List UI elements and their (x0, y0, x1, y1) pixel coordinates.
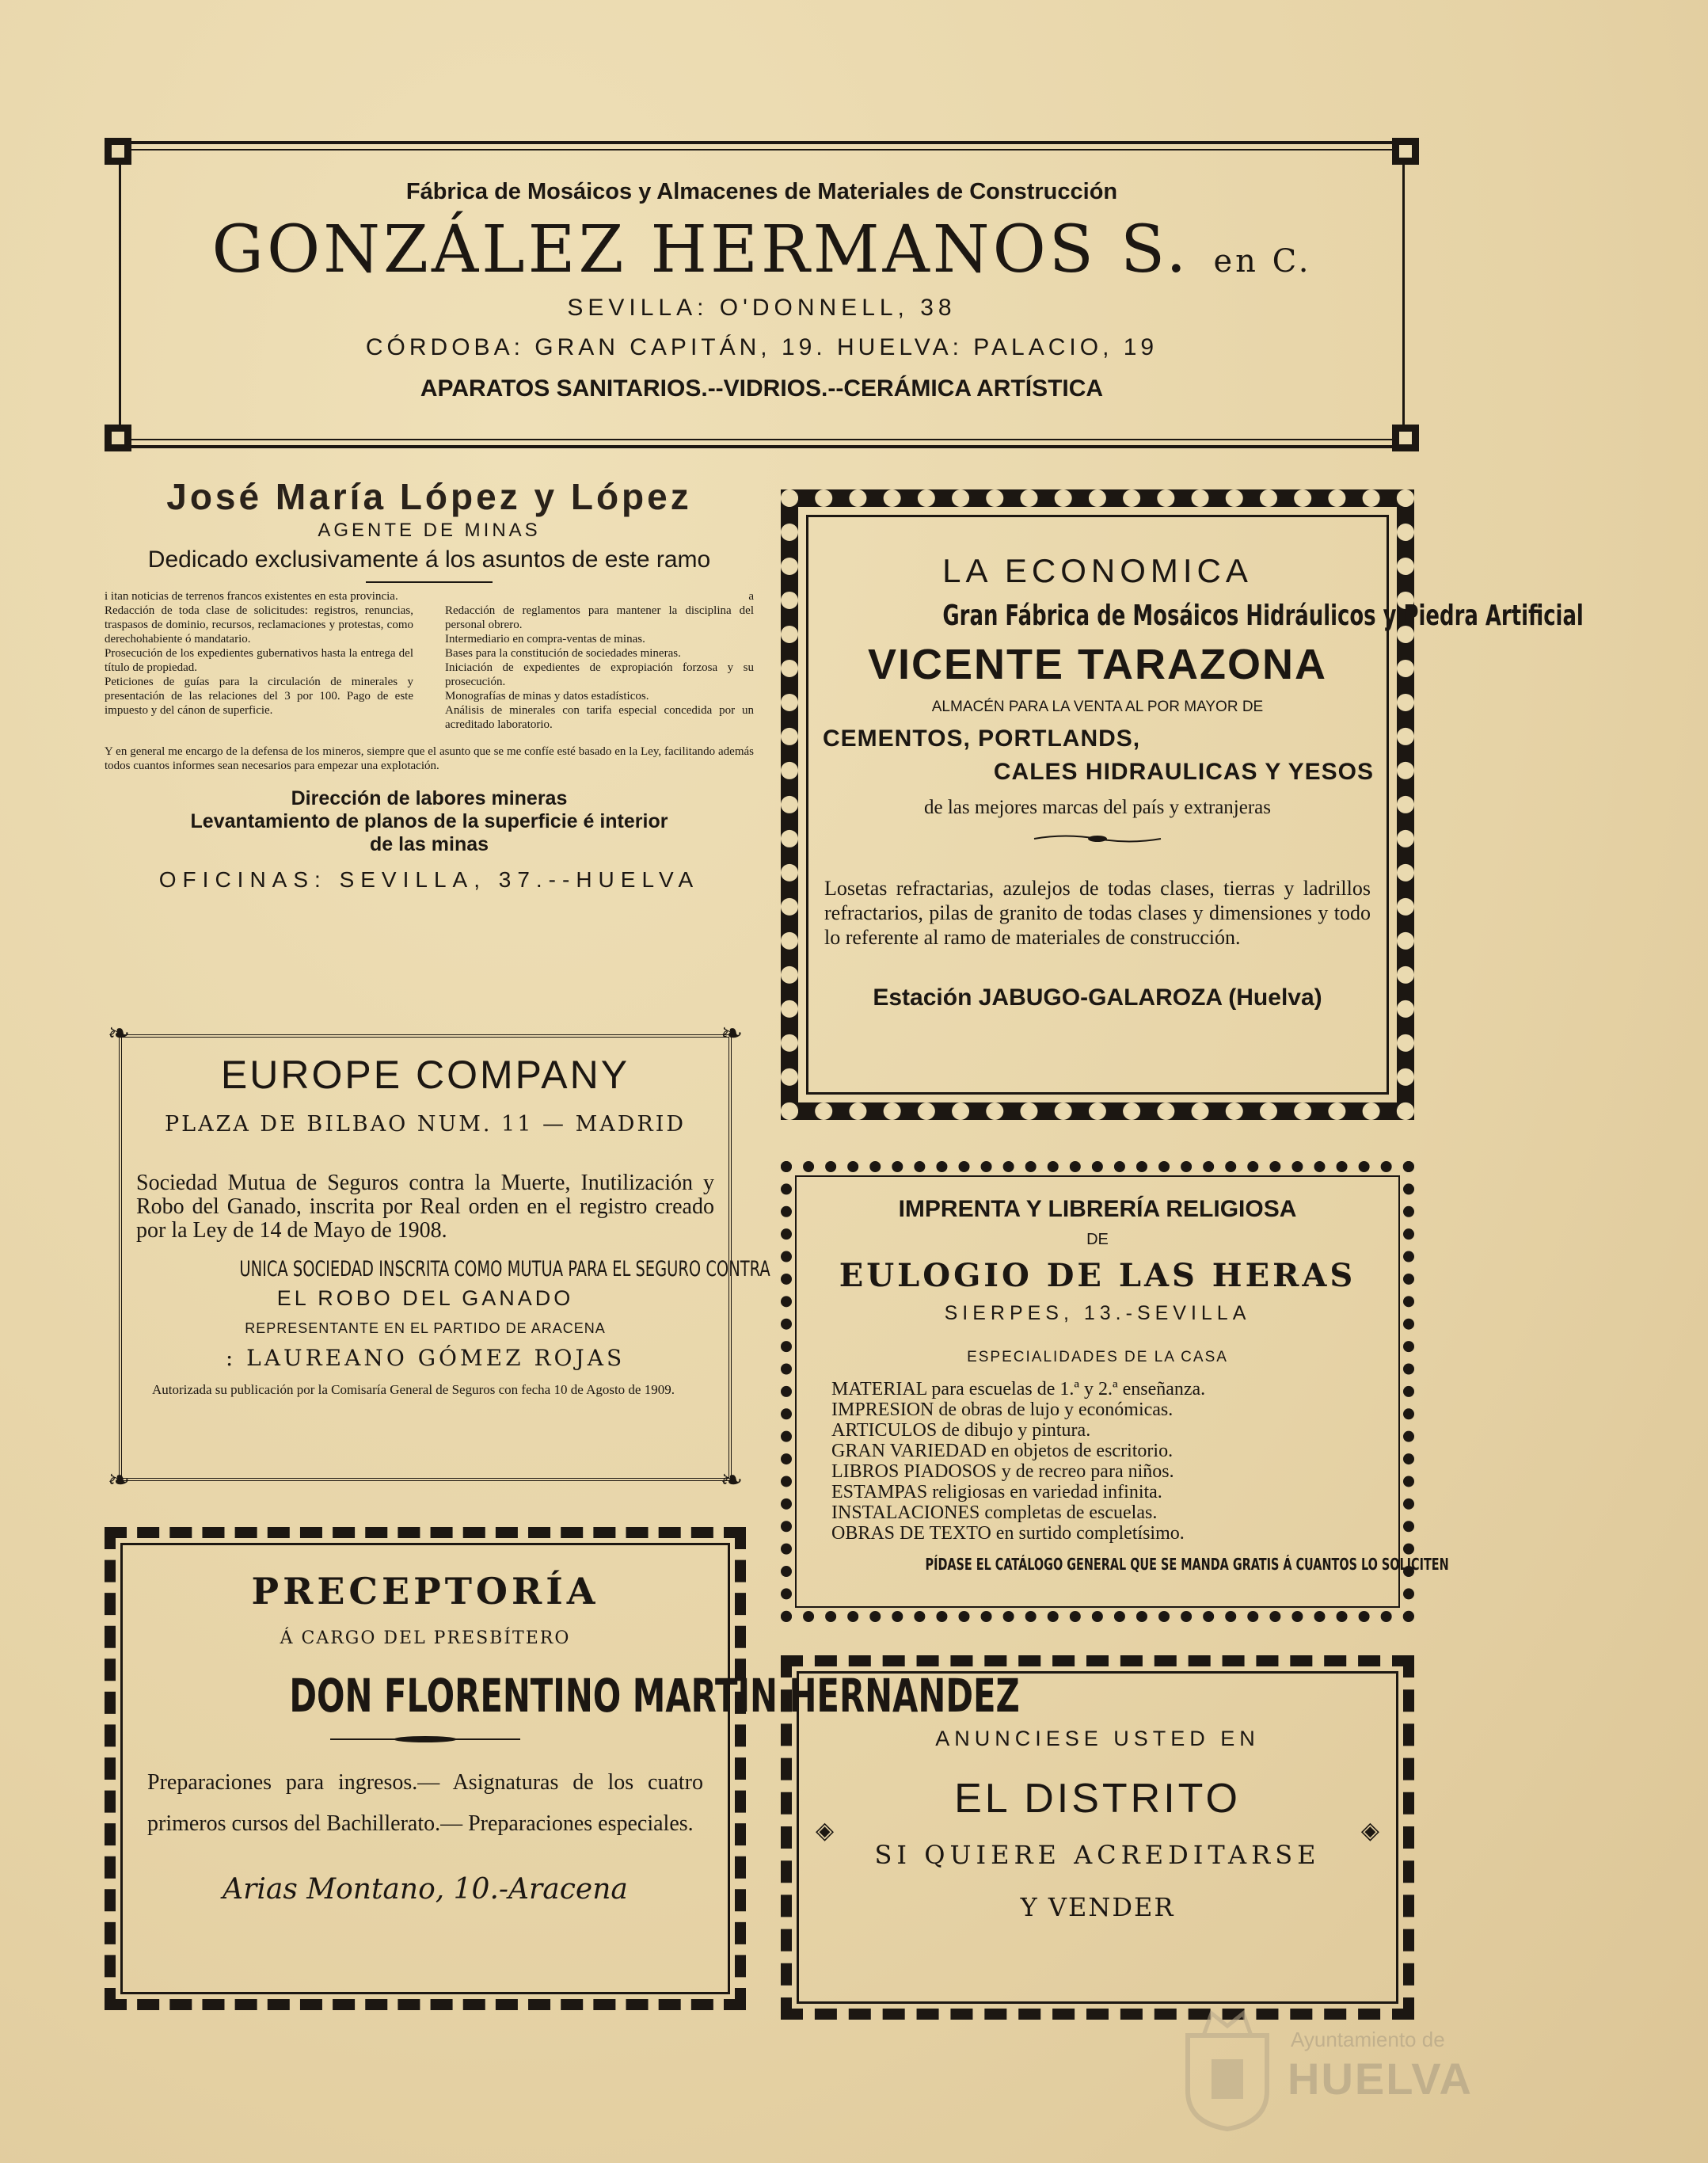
flourish-icon (330, 1734, 520, 1745)
ad5-title: IMPRENTA Y LIBRERÍA RELIGIOSA (898, 1196, 1297, 1222)
ad2-service: Levantamiento de planos de la superficie é interior (190, 810, 668, 832)
ad2-name: José María López y López (166, 476, 692, 517)
ad5-address: SIERPES, 13.-SEVILLA (944, 1302, 1251, 1324)
list-item: ARTICULOS de dibujo y pintura. (831, 1420, 1091, 1441)
ad7-line1: ANUNCIESE USTED EN (935, 1727, 1260, 1750)
ad1-address-sevilla: SEVILLA: O'DONNELL, 38 (567, 295, 957, 321)
ad3-product: CEMENTOS, PORTLANDS, (823, 725, 1141, 752)
ad2-right-item: Bases para la constitución de sociedades mineras. (445, 647, 681, 660)
ad4-title: EUROPE COMPANY (220, 1053, 630, 1097)
list-item: LIBROS PIADOSOS y de recreo para niños. (831, 1461, 1174, 1482)
ad5-spec: ESPECIALIDADES DE LA CASA (967, 1349, 1228, 1365)
ad6-name: DON FLORENTINO MARTIN HERNANDEZ (289, 1669, 1020, 1723)
ad3-body: Losetas refractarias, azulejos de todas clases, tierras y ladrillos refractarios, pilas de granito de todas clases y dimensiones y todo lo referente al ramo de materiales de construcción. (824, 877, 1371, 949)
ad3-name: VICENTE TARAZONA (868, 641, 1327, 688)
ad5-footer: PÍDASE EL CATÁLOGO GENERAL QUE SE MANDA GRATIS Á CUANTOS LO SOLICITEN (925, 1555, 1449, 1574)
ad2-left-item: i itan noticias de terrenos francos existentes en esta provincia. (105, 590, 398, 603)
ad3-subtitle: Gran Fábrica de Mosáicos Hidráulicos y Piedra Artificial (942, 600, 1584, 632)
border-rule (116, 445, 1408, 448)
border-rule (116, 141, 1408, 144)
corner-ornament-icon (1392, 425, 1419, 451)
corner-ornament-icon: ❧ (720, 1466, 744, 1495)
corner-ornament-icon: ❧ (720, 1019, 744, 1049)
ad6-sub: Á CARGO DEL PRESBÍTERO (280, 1628, 571, 1648)
watermark-text: Ayuntamiento de (1291, 2028, 1445, 2051)
watermark (1180, 1996, 1473, 2138)
ad6-body: Preparaciones para ingresos.— Asignaturas de los cuatro primeros cursos del Bachillerato.— Preparaciones especiales. (147, 1770, 703, 1836)
ad-gonzalez-hermanos (105, 138, 1419, 451)
ad2-right-top: a (748, 590, 754, 603)
list-item: GRAN VARIEDAD en objetos de escritorio. (831, 1441, 1174, 1461)
ad7-line2: EL DISTRITO (954, 1776, 1241, 1822)
ad2-tagline: Dedicado exclusivamente á los asuntos de este ramo (147, 546, 711, 573)
list-item: MATERIAL para escuelas de 1.ª y 2.ª enseñanza. (831, 1379, 1206, 1399)
ad6-title: PRECEPTORÍA (251, 1570, 599, 1613)
ad1-address-cordoba-huelva: CÓRDOBA: GRAN CAPITÁN, 19. HUELVA: PALACIO, 19 (365, 334, 1158, 360)
flourish-icon (1034, 833, 1161, 844)
ad2-left-item: Prosecución de los expedientes gubernativos hasta la entrega del título de propiedad. (105, 647, 413, 674)
ad7-line4: Y VENDER (1020, 1892, 1175, 1922)
ad3-small: ALMACÉN PARA LA VENTA AL POR MAYOR DE (931, 699, 1264, 715)
border-rule (116, 439, 1408, 440)
ad2-right-item: Intermediario en compra-ventas de minas. (445, 633, 645, 645)
ad5-name: EULOGIO DE LAS HERAS (839, 1257, 1356, 1294)
border-rule (116, 149, 1408, 150)
corner-ornament-icon (105, 425, 131, 451)
ad2-service: Dirección de labores mineras (291, 787, 568, 809)
ad3-inner-frame (806, 515, 1584, 1095)
list-item: ESTAMPAS religiosas en variedad infinita. (831, 1482, 1162, 1502)
ad1-company-name (105, 211, 1419, 301)
list-item: OBRAS DE TEXTO en surtido completísimo. (831, 1523, 1185, 1544)
ad-eulogio-de-las-heras (781, 1161, 1449, 1622)
ad4-robo: EL ROBO DEL GANADO (276, 1286, 574, 1310)
ad6-address: Arias Montano, 10.-Aracena (223, 1873, 628, 1906)
ad1-top-line: Fábrica de Mosáicos y Almacenes de Materiales de Construcción (405, 179, 1118, 204)
ad2-left-column (105, 589, 413, 732)
ad7-line3: SI QUIERE ACREDITARSE (874, 1840, 1321, 1870)
ad2-office: OFICINAS: SEVILLA, 37.--HUELVA (158, 867, 700, 892)
ad-la-economica (781, 489, 1584, 1120)
corner-ornament-icon (1392, 138, 1419, 165)
list-item: INSTALACIONES completas de escuelas. (831, 1502, 1158, 1523)
divider (366, 581, 493, 583)
ad2-left-item: Peticiones de guías para la circulación de minerales y presentación de las relaciones del 3 por 100. Pago de este impuesto y del cánon de superficie. (105, 676, 413, 717)
ad-jose-maria-lopez (105, 475, 754, 998)
ad2-right-item: Iniciación de expedientes de expropiación forzosa y su prosecución. (445, 661, 754, 688)
ad3-product: CALES HIDRAULICAS Y YESOS (993, 759, 1374, 785)
ad2-closing: Y en general me encargo de la defensa de los mineros, siempre que el asunto que se me confíe esté basado en la Ley, facilitando además todos cuantos informes sean necesarios para empezar una explotación. (105, 745, 754, 772)
corner-ornament-icon: ❧ (107, 1019, 131, 1049)
ad4-rep-name: : LAUREANO GÓMEZ ROJAS (225, 1345, 626, 1371)
ad3-station: Estación JABUGO-GALAROZA (Huelva) (873, 984, 1322, 1011)
ad2-role: AGENTE DE MINAS (318, 520, 541, 541)
coat-of-arms-icon (1180, 2004, 1275, 2131)
ad4-address: PLAZA DE BILBAO NUM. 11 — MADRID (164, 1112, 687, 1137)
ad4-rep: REPRESENTANTE EN EL PARTIDO DE ARACENA (245, 1320, 606, 1336)
ad2-service: de las minas (369, 833, 489, 855)
ad5-items (831, 1379, 1371, 1544)
ad-europe-company (105, 1019, 770, 1495)
ad2-right-item: Redacción de reglamentos para mantener la disciplina del personal obrero. (445, 604, 754, 631)
ad2-right-item: Monografías de minas y datos estadísticos. (445, 690, 649, 703)
ad4-auth: Autorizada su publicación por la Comisaría General de Seguros con fecha 10 de Agosto de 1909. (152, 1382, 675, 1397)
ad3-brands: de las mejores marcas del país y extranjeras (923, 797, 1271, 818)
ad5-de: DE (1086, 1231, 1109, 1248)
ad4-unica: UNICA SOCIEDAD INSCRITA COMO MUTUA PARA EL SEGURO CONTRA (239, 1257, 770, 1281)
corner-ornament-icon: ❧ (107, 1466, 131, 1495)
ad3-title: LA ECONOMICA (942, 552, 1253, 589)
diamond-icon: ◈ (1360, 1818, 1379, 1844)
ad1-products: APARATOS SANITARIOS.--VIDRIOS.--CERÁMICA ARTÍSTICA (420, 375, 1104, 402)
corner-ornament-icon (105, 138, 131, 165)
ad2-right-item: Análisis de minerales con tarifa especial concedida por un acreditado laboratorio. (445, 704, 754, 731)
watermark-huelva: HUELVA (1288, 2054, 1473, 2104)
ad-el-distrito (781, 1655, 1414, 2020)
list-item: IMPRESION de obras de lujo y económicas. (831, 1399, 1174, 1420)
ad2-right-column (445, 589, 754, 732)
diamond-icon: ◈ (816, 1818, 835, 1844)
ad-preceptoria (105, 1527, 1020, 2010)
ad4-body: Sociedad Mutua de Seguros contra la Muerte, Inutilización y Robo del Ganado, inscrita por Real orden en el registro creado por la Ley de 14 de Mayo de 1908. (136, 1171, 714, 1243)
ad1-name-suffix: en C. (1213, 243, 1312, 280)
ad1-name: GONZÁLEZ HERMANOS S. (211, 212, 1190, 288)
ad2-left-item: Redacción de toda clase de solicitudes: registros, renuncias, traspasos de dominio, recursos, reclamaciones y protestas, como derechohabiente ó mandatario. (105, 604, 413, 645)
